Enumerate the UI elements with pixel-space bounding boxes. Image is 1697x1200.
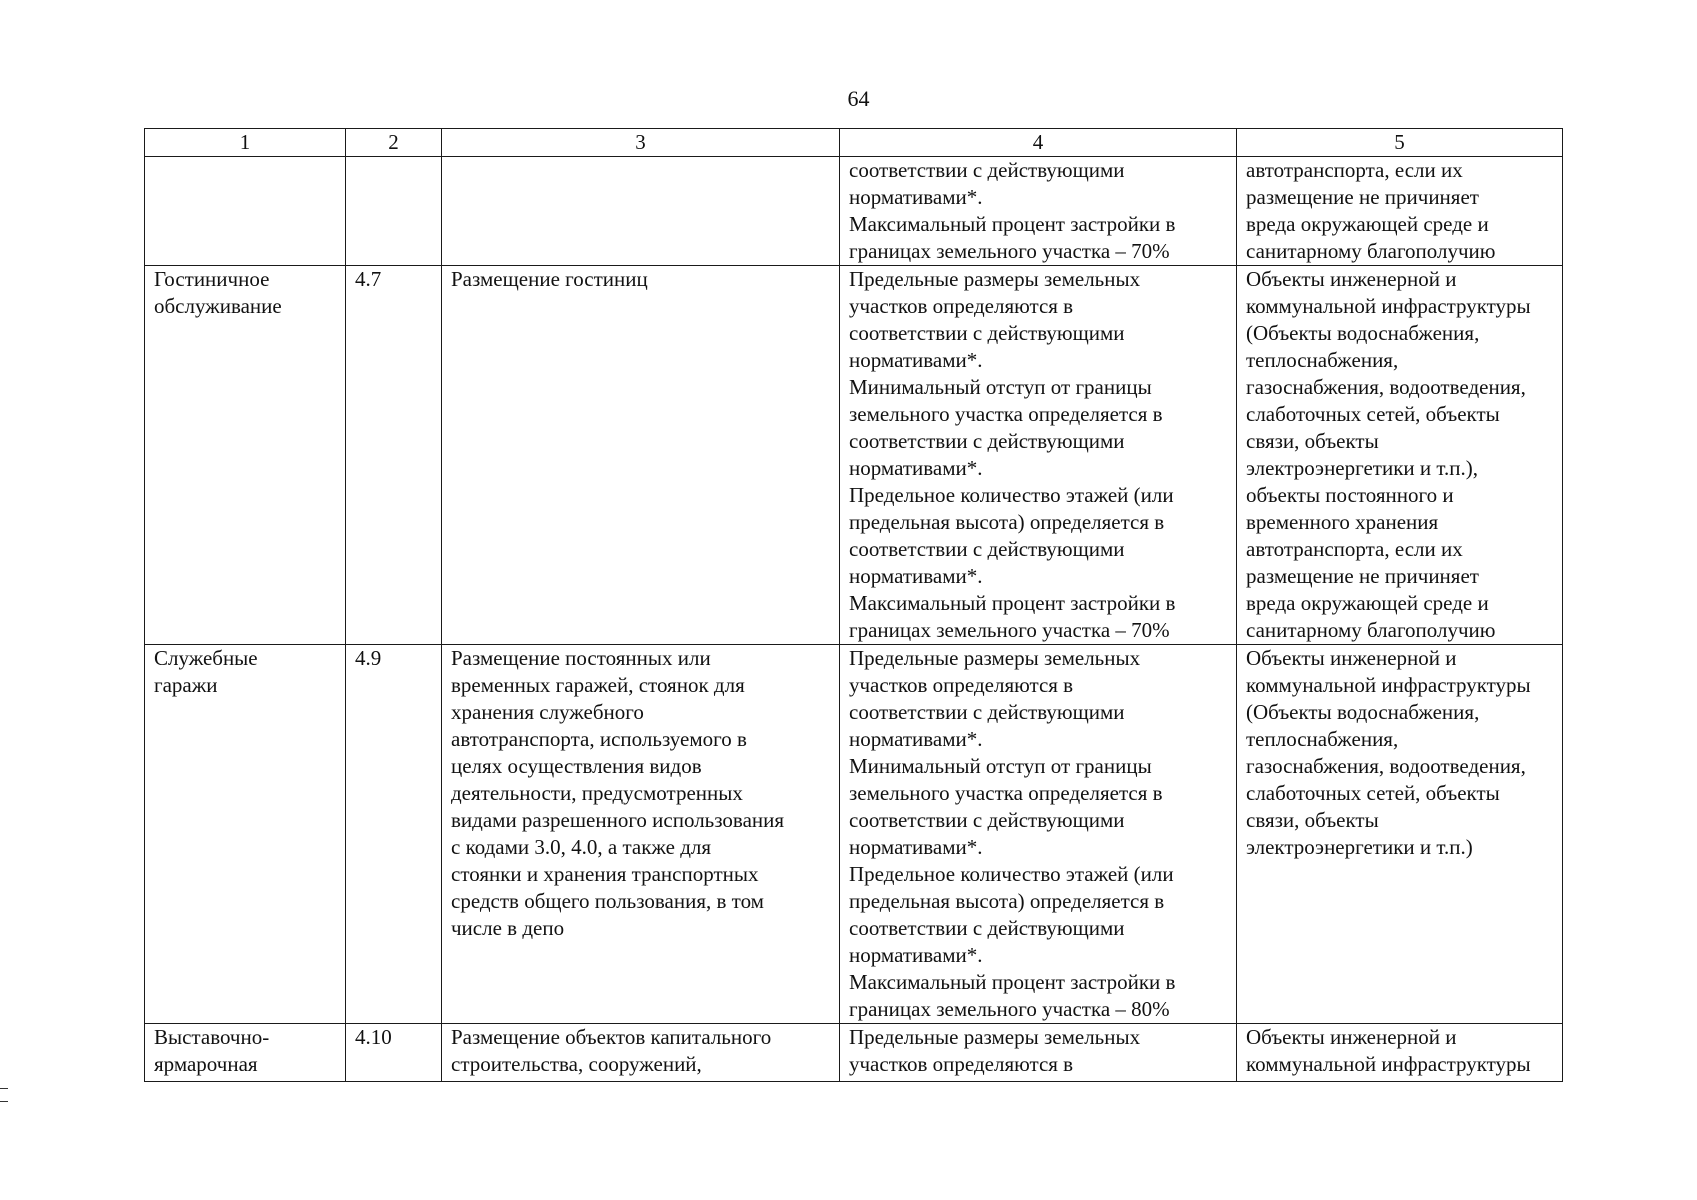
cell-line: нормативами*. — [849, 348, 983, 372]
cell-line: слаботочных сетей, объекты — [1246, 781, 1500, 805]
cell-line: деятельности, предусмотренных — [451, 781, 743, 805]
cell-line: гаражи — [154, 673, 218, 697]
cell-line: нормативами*. — [849, 835, 983, 859]
cell-line: соответствии с действующими — [849, 429, 1125, 453]
cell-line: соответствии с действующими — [849, 808, 1125, 832]
table-row — [145, 645, 1563, 1024]
cell-line: границах земельного участка – 70% — [849, 239, 1170, 263]
cell-line: нормативами*. — [849, 564, 983, 588]
cell-line: объекты постоянного и — [1246, 483, 1454, 507]
cell-line: Размещение постоянных или — [451, 646, 711, 670]
cell-line: средств общего пользования, в том — [451, 889, 764, 913]
cell-line: соответствии с действующими — [849, 158, 1125, 182]
cell-line: Объекты инженерной и — [1246, 646, 1457, 670]
cell-line: участков определяются в — [849, 294, 1074, 318]
use-code-cell — [346, 266, 442, 645]
column-header-2: 2 — [346, 129, 442, 157]
cell-line: числе в депо — [451, 916, 565, 940]
use-code-cell — [346, 1024, 442, 1082]
cell-line: временного хранения — [1246, 510, 1439, 534]
cell-line: соответствии с действующими — [849, 537, 1125, 561]
column-header-1: 1 — [145, 129, 346, 157]
use-name-cell — [145, 1024, 346, 1082]
cell-line: целях осуществления видов — [451, 754, 702, 778]
cell-line: коммунальной инфраструктуры — [1246, 1052, 1531, 1076]
cell-line: соответствии с действующими — [849, 700, 1125, 724]
cell-line: Максимальный процент застройки в — [849, 970, 1176, 994]
land-use-table — [144, 128, 1563, 1082]
cell-line: санитарному благополучию — [1246, 239, 1496, 263]
cell-line: с кодами 3.0, 4.0, а также для — [451, 835, 712, 859]
page-number: 64 — [847, 86, 870, 111]
use-code-cell — [346, 645, 442, 1024]
column-header-5: 5 — [1237, 129, 1563, 157]
cell-line: временных гаражей, стоянок для — [451, 673, 745, 697]
cell-line: нормативами*. — [849, 185, 983, 209]
cell-line: предельная высота) определяется в — [849, 510, 1165, 534]
cell-line: теплоснабжения, — [1246, 727, 1399, 751]
cell-line: слаботочных сетей, объекты — [1246, 402, 1500, 426]
cell-line: коммунальной инфраструктуры — [1246, 673, 1531, 697]
cell-line: строительства, сооружений, — [451, 1052, 702, 1076]
cell-line: (Объекты водоснабжения, — [1246, 700, 1480, 724]
cell-line: Объекты инженерной и — [1246, 267, 1457, 291]
cell-line: автотранспорта, если их — [1246, 158, 1463, 182]
cell-line: земельного участка определяется в — [849, 402, 1163, 426]
auxiliary-uses-cell — [1237, 1024, 1563, 1082]
column-header-4: 4 — [840, 129, 1237, 157]
auxiliary-uses-cell — [1237, 266, 1563, 645]
cell-line: вреда окружающей среде и — [1246, 591, 1489, 615]
cell-line: вреда окружающей среде и — [1246, 212, 1489, 236]
cell-line: обслуживание — [154, 294, 282, 318]
cell-line: Выставочно- — [154, 1025, 270, 1049]
cell-line: автотранспорта, используемого в — [451, 727, 747, 751]
auxiliary-uses-cell — [1237, 645, 1563, 1024]
cell-line: размещение не причиняет — [1246, 564, 1479, 588]
use-code-cell — [346, 157, 442, 266]
cell-line: соответствии с действующими — [849, 916, 1125, 940]
cell-line: участков определяются в — [849, 1052, 1074, 1076]
margin-mark — [0, 1088, 8, 1102]
cell-text: 4.7 — [355, 267, 382, 291]
column-header-3: 3 — [442, 129, 840, 157]
cell-line: электроэнергетики и т.п.), — [1246, 456, 1478, 480]
cell-line: коммунальной инфраструктуры — [1246, 294, 1531, 318]
cell-line: видами разрешенного использования — [451, 808, 785, 832]
cell-line: хранения служебного — [451, 700, 644, 724]
cell-line: земельного участка определяется в — [849, 781, 1163, 805]
table-row — [145, 157, 1563, 266]
cell-line: участков определяются в — [849, 673, 1074, 697]
table-row — [145, 266, 1563, 645]
cell-line: Максимальный процент застройки в — [849, 591, 1176, 615]
table-row — [145, 1024, 1563, 1082]
cell-line: размещение не причиняет — [1246, 185, 1479, 209]
cell-line: нормативами*. — [849, 727, 983, 751]
cell-line: Гостиничное — [154, 267, 270, 291]
cell-line: Предельные размеры земельных — [849, 267, 1141, 291]
use-name-cell — [145, 645, 346, 1024]
cell-line: электроэнергетики и т.п.) — [1246, 835, 1473, 859]
cell-line: газоснабжения, водоотведения, — [1246, 375, 1526, 399]
cell-line: Максимальный процент застройки в — [849, 212, 1176, 236]
parameters-cell — [840, 1024, 1237, 1082]
use-description-cell — [442, 157, 840, 266]
cell-line: ярмарочная — [154, 1052, 258, 1076]
cell-text: 4.9 — [355, 646, 382, 670]
cell-line: предельная высота) определяется в — [849, 889, 1165, 913]
cell-line: Предельные размеры земельных — [849, 646, 1141, 670]
parameters-cell — [840, 157, 1237, 266]
cell-line: связи, объекты — [1246, 429, 1379, 453]
use-name-cell — [145, 157, 346, 266]
use-description-cell — [442, 266, 840, 645]
cell-line: Предельные размеры земельных — [849, 1025, 1141, 1049]
cell-line: газоснабжения, водоотведения, — [1246, 754, 1526, 778]
cell-line: границах земельного участка – 70% — [849, 618, 1170, 642]
cell-line: Объекты инженерной и — [1246, 1025, 1457, 1049]
cell-line: санитарному благополучию — [1246, 618, 1496, 642]
use-description-cell — [442, 1024, 840, 1082]
cell-line: границах земельного участка – 80% — [849, 997, 1170, 1021]
cell-line: стоянки и хранения транспортных — [451, 862, 759, 886]
table-body — [145, 157, 1563, 1082]
cell-line: (Объекты водоснабжения, — [1246, 321, 1480, 345]
cell-line: Предельное количество этажей (или — [849, 862, 1174, 886]
cell-line: Минимальный отступ от границы — [849, 754, 1152, 778]
cell-line: Размещение гостиниц — [451, 267, 648, 291]
cell-line: нормативами*. — [849, 456, 983, 480]
parameters-cell — [840, 266, 1237, 645]
cell-line: Предельное количество этажей (или — [849, 483, 1174, 507]
use-name-cell — [145, 266, 346, 645]
cell-line: Служебные — [154, 646, 258, 670]
auxiliary-uses-cell — [1237, 157, 1563, 266]
cell-line: Минимальный отступ от границы — [849, 375, 1152, 399]
cell-line: связи, объекты — [1246, 808, 1379, 832]
header-row — [145, 129, 1563, 157]
cell-line: автотранспорта, если их — [1246, 537, 1463, 561]
cell-line: нормативами*. — [849, 943, 983, 967]
parameters-cell — [840, 645, 1237, 1024]
cell-line: теплоснабжения, — [1246, 348, 1399, 372]
cell-line: соответствии с действующими — [849, 321, 1125, 345]
cell-line: Размещение объектов капитального — [451, 1025, 772, 1049]
use-description-cell — [442, 645, 840, 1024]
cell-text: 4.10 — [355, 1025, 392, 1049]
